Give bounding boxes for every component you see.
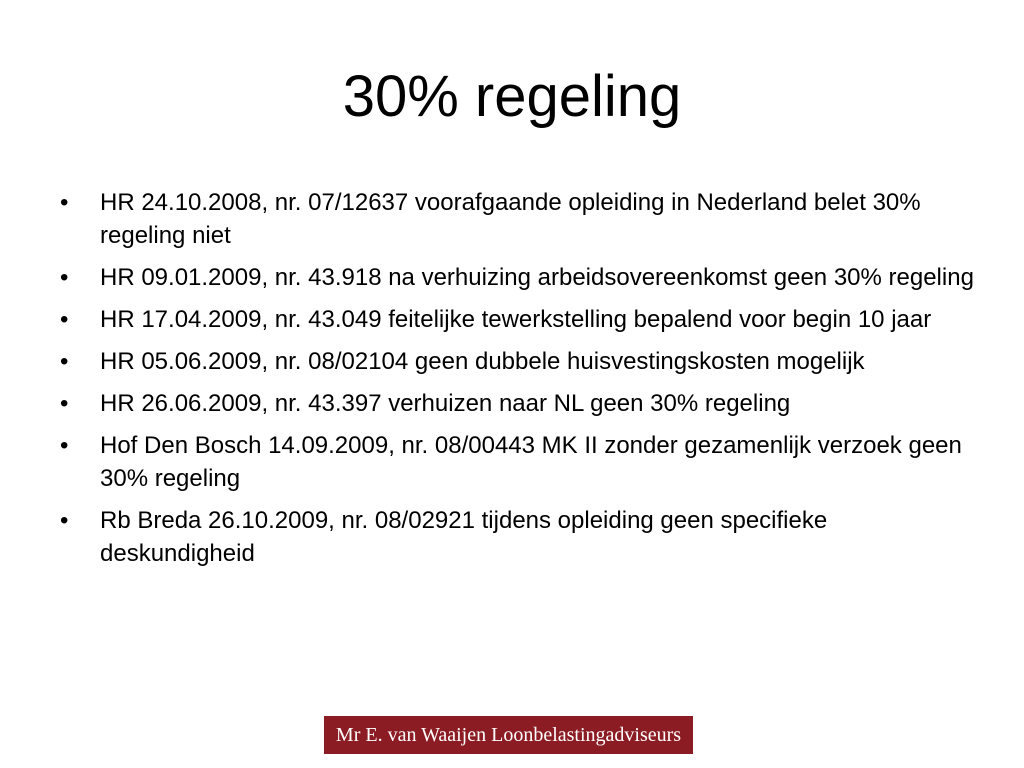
list-item (56, 429, 976, 495)
list-item (56, 186, 976, 252)
list-item-text: HR 24.10.2008, nr. 07/12637 voorafgaande opleiding in Nederland belet 30% regeling niet (100, 189, 921, 249)
list-item (56, 261, 976, 294)
bullet-icon: • (60, 306, 69, 333)
list-item-text: Hof Den Bosch 14.09.2009, nr. 08/00443 MK II zonder gezamenlijk verzoek geen 30% regeling (100, 432, 962, 492)
slide-title: 30% regeling (342, 64, 682, 129)
bullet-icon: • (60, 264, 69, 291)
list-item-text: HR 05.06.2009, nr. 08/02104 geen dubbele huisvestingskosten mogelijk (100, 348, 865, 375)
bullet-icon: • (60, 189, 69, 216)
list-item-text: HR 26.06.2009, nr. 43.397 verhuizen naar NL geen 30% regeling (100, 390, 791, 417)
bullet-icon: • (60, 348, 69, 375)
footer-banner: Mr E. van Waaijen Loonbelastingadviseurs (324, 716, 693, 754)
list-item (56, 504, 976, 570)
list-item-text: HR 17.04.2009, nr. 43.049 feitelijke tewerkstelling bepalend voor begin 10 jaar (100, 306, 932, 333)
bullet-icon: • (60, 507, 69, 534)
bullet-icon: • (60, 390, 69, 417)
list-item-text: HR 09.01.2009, nr. 43.918 na verhuizing arbeidsovereenkomst geen 30% regeling (100, 264, 974, 291)
list-item (56, 387, 976, 420)
bullet-list (56, 186, 976, 579)
list-item (56, 345, 976, 378)
bullet-icon: • (60, 432, 69, 459)
list-item-text: Rb Breda 26.10.2009, nr. 08/02921 tijdens opleiding geen specifieke deskundigheid (100, 507, 828, 567)
list-item (56, 303, 976, 336)
